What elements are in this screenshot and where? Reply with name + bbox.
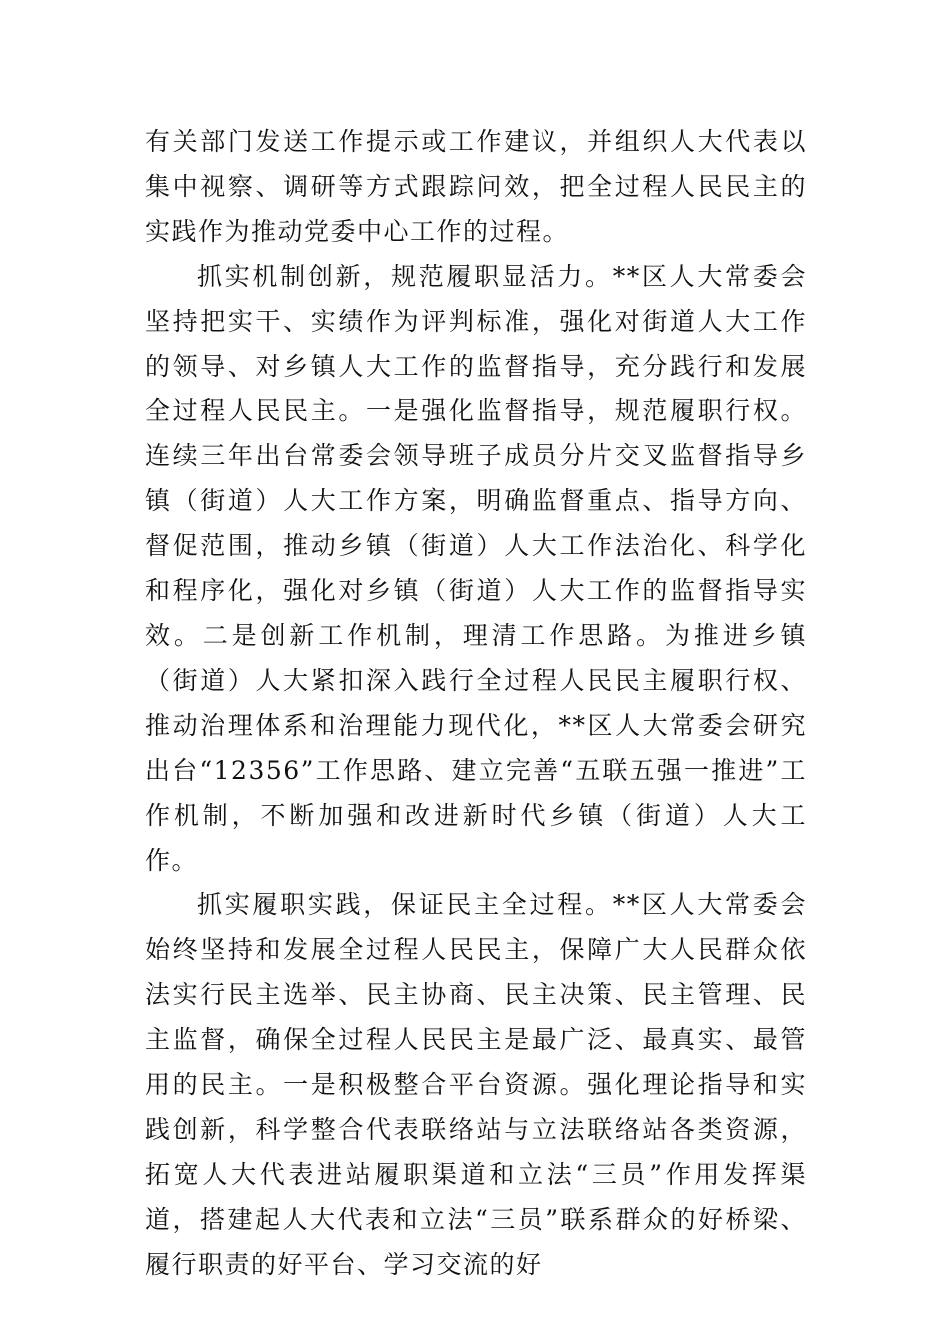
paragraph-duty-practice: 抓实履职实践，保证民主全过程。**区人大常委会始终坚持和发展全过程人民民主，保障广大人民群众依法实行民主选举、民主协商、民主决策、民主管理、民主监督，确保全过程人民民主是最广泛、最真实、最管用的民主。一是积极整合平台资源。强化理论指导和实践创新，科学整合代表联络站与立法联络站各类资源，拓宽人大代表进站履职渠道和立法“三员”作用发挥渠道，搭建起人大代表和立法“三员”联系群众的好桥梁、履行职责的好平台、学习交流的好 [145,890,807,1279]
paragraph-continuation: 有关部门发送工作提示或工作建议，并组织人大代表以集中视察、调研等方式跟踪问效，把全过程人民民主的实践作为推动党委中心工作的过程。 [145,127,807,246]
paragraph-mechanism-innovation: 抓实机制创新，规范履职显活力。**区人大常委会坚持把实干、实绩作为评判标准，强化对街道人大工作的领导、对乡镇人大工作的监督指导，充分践行和发展全过程人民民主。一是强化监督指导，规范履职行权。连续三年出台常委会领导班子成员分片交叉监督指导乡镇（街道）人大工作方案，明确监督重点、指导方向、督促范围，推动乡镇（街道）人大工作法治化、科学化和程序化，强化对乡镇（街道）人大工作的监督指导实效。二是创新工作机制，理清工作思路。为推进乡镇（街道）人大紧扣深入践行全过程人民民主履职行权、推动治理体系和治理能力现代化，**区人大常委会研究出台“12356”工作思路、建立完善“五联五强一推进”工作机制，不断加强和改进新时代乡镇（街道）人大工作。 [145,261,807,875]
document-body [145,120,807,1288]
